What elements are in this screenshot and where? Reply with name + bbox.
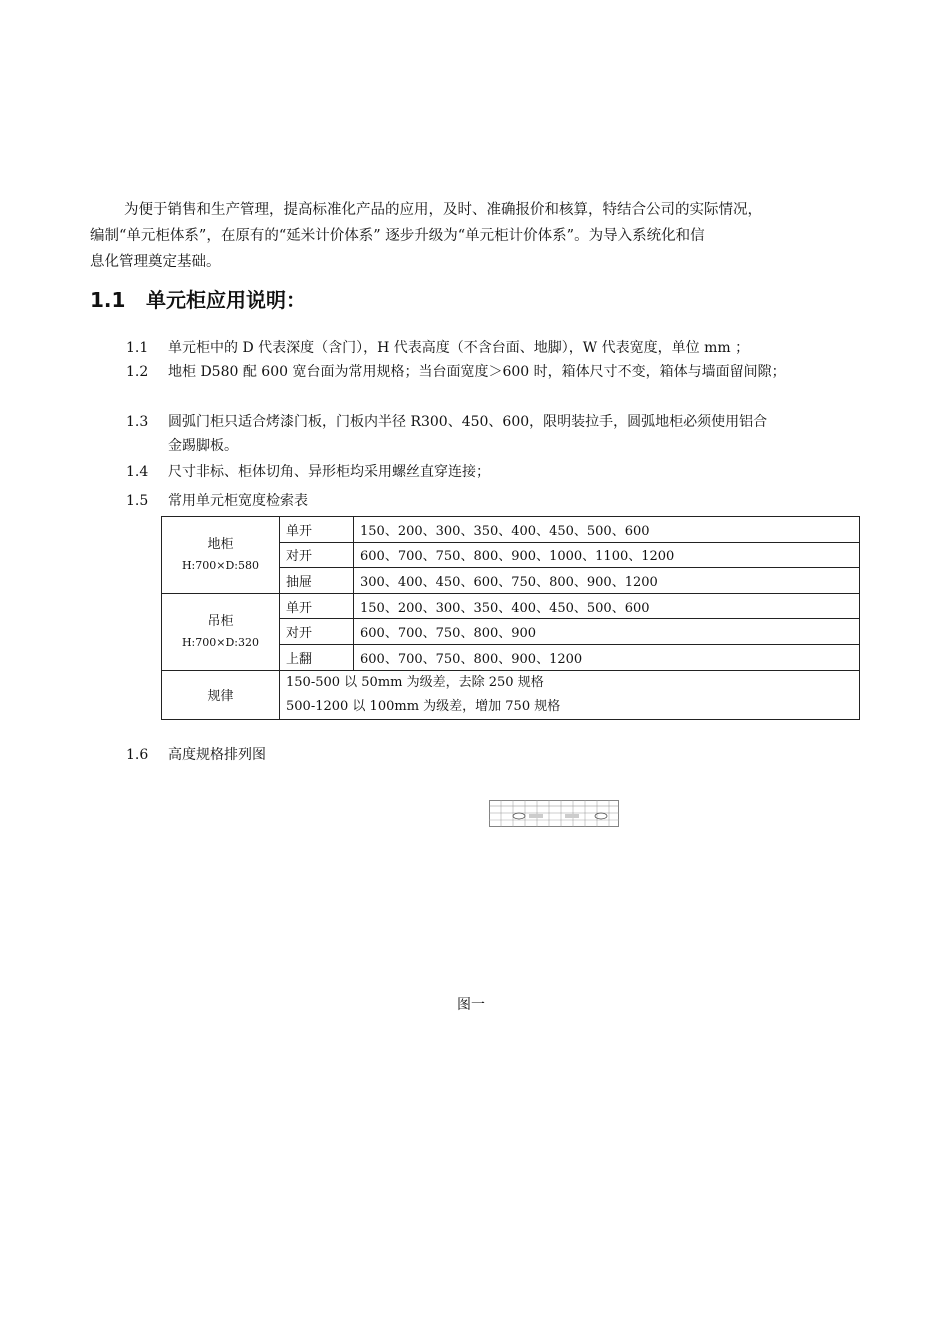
item-number: 1.4	[126, 464, 149, 480]
item-text: 高度规格排列图	[168, 747, 266, 763]
rule-name-cell: 规律	[162, 670, 280, 719]
list-item	[126, 460, 871, 484]
widths-cell: 150、200、300、350、400、450、500、600	[354, 593, 860, 619]
item-number: 1.2	[126, 364, 149, 380]
list-item	[126, 743, 871, 767]
item-number: 1.6	[126, 747, 149, 763]
section-title: 单元柜应用说明：	[146, 288, 306, 312]
kind-cell: 单开	[280, 593, 354, 619]
widths-cell: 300、400、450、600、750、800、900、1200	[354, 568, 860, 594]
height-arrangement-figure	[489, 800, 619, 827]
list-item	[126, 489, 871, 513]
item-text: 尺寸非标、柜体切角、异形柜均采用螺丝直穿连接；	[168, 464, 490, 480]
intro-line: 为便于销售和生产管理，提高标准化产品的应用，及时、准确报价和核算，特结合公司的实际情况，	[124, 202, 762, 218]
item-text: 圆弧门柜只适合烤漆门板，门板内半径 R300、450、600，限明装拉手，圆弧地柜必须使用铝合	[168, 414, 768, 430]
item-text: 常用单元柜宽度检索表	[168, 493, 308, 509]
table-row	[162, 670, 860, 719]
item-number: 1.3	[126, 414, 149, 430]
rule-cell	[280, 670, 860, 719]
group-name: 吊柜	[207, 613, 234, 629]
group-dims: H:700×D:320	[181, 635, 260, 649]
rule-line: 150-500 以 50mm 为级差，去除 250 规格	[286, 674, 544, 690]
kind-cell: 上翻	[280, 644, 354, 670]
widths-cell: 600、700、750、800、900、1200	[354, 644, 860, 670]
group-cell	[162, 517, 280, 594]
widths-cell: 600、700、750、800、900	[354, 619, 860, 645]
list-item	[126, 336, 871, 360]
widths-cell: 600、700、750、800、900、1000、1100、1200	[354, 542, 860, 568]
rule-line: 500-1200 以 100mm 为级差，增加 750 规格	[286, 698, 561, 714]
intro-paragraph	[90, 197, 875, 275]
intro-line: 息化管理奠定基础。	[90, 254, 221, 270]
kind-cell: 对开	[280, 542, 354, 568]
item-text: 地柜 D580 配 600 宽台面为常用规格；当台面宽度＞600 时，箱体尺寸不变，箱体与墙面留间隙；	[168, 364, 786, 380]
group-name: 地柜	[207, 536, 234, 552]
intro-line: 编制“单元柜体系”，在原有的“延米计价体系” 逐步升级为“单元柜计价体系”。为导入系统化和信	[90, 228, 705, 244]
item-text-continued: 金踢脚板。	[168, 438, 238, 454]
list-item	[126, 360, 871, 384]
item-text: 单元柜中的 D 代表深度（含门），H 代表高度（不含台面、地脚），W 代表宽度，单位 mm ；	[168, 340, 750, 356]
table-row	[162, 593, 860, 619]
widths-cell: 150、200、300、350、400、450、500、600	[354, 517, 860, 543]
width-lookup-table	[161, 516, 860, 720]
figure-caption: 图一	[457, 997, 485, 1013]
kind-cell: 抽屉	[280, 568, 354, 594]
section-heading	[90, 284, 306, 313]
table-row	[162, 517, 860, 543]
kind-cell: 单开	[280, 517, 354, 543]
group-dims: H:700×D:580	[181, 558, 260, 572]
kind-cell: 对开	[280, 619, 354, 645]
section-number: 1.1	[90, 288, 126, 312]
list-item	[126, 410, 871, 458]
group-cell	[162, 593, 280, 670]
item-number: 1.5	[126, 493, 149, 509]
item-number: 1.1	[126, 340, 149, 356]
